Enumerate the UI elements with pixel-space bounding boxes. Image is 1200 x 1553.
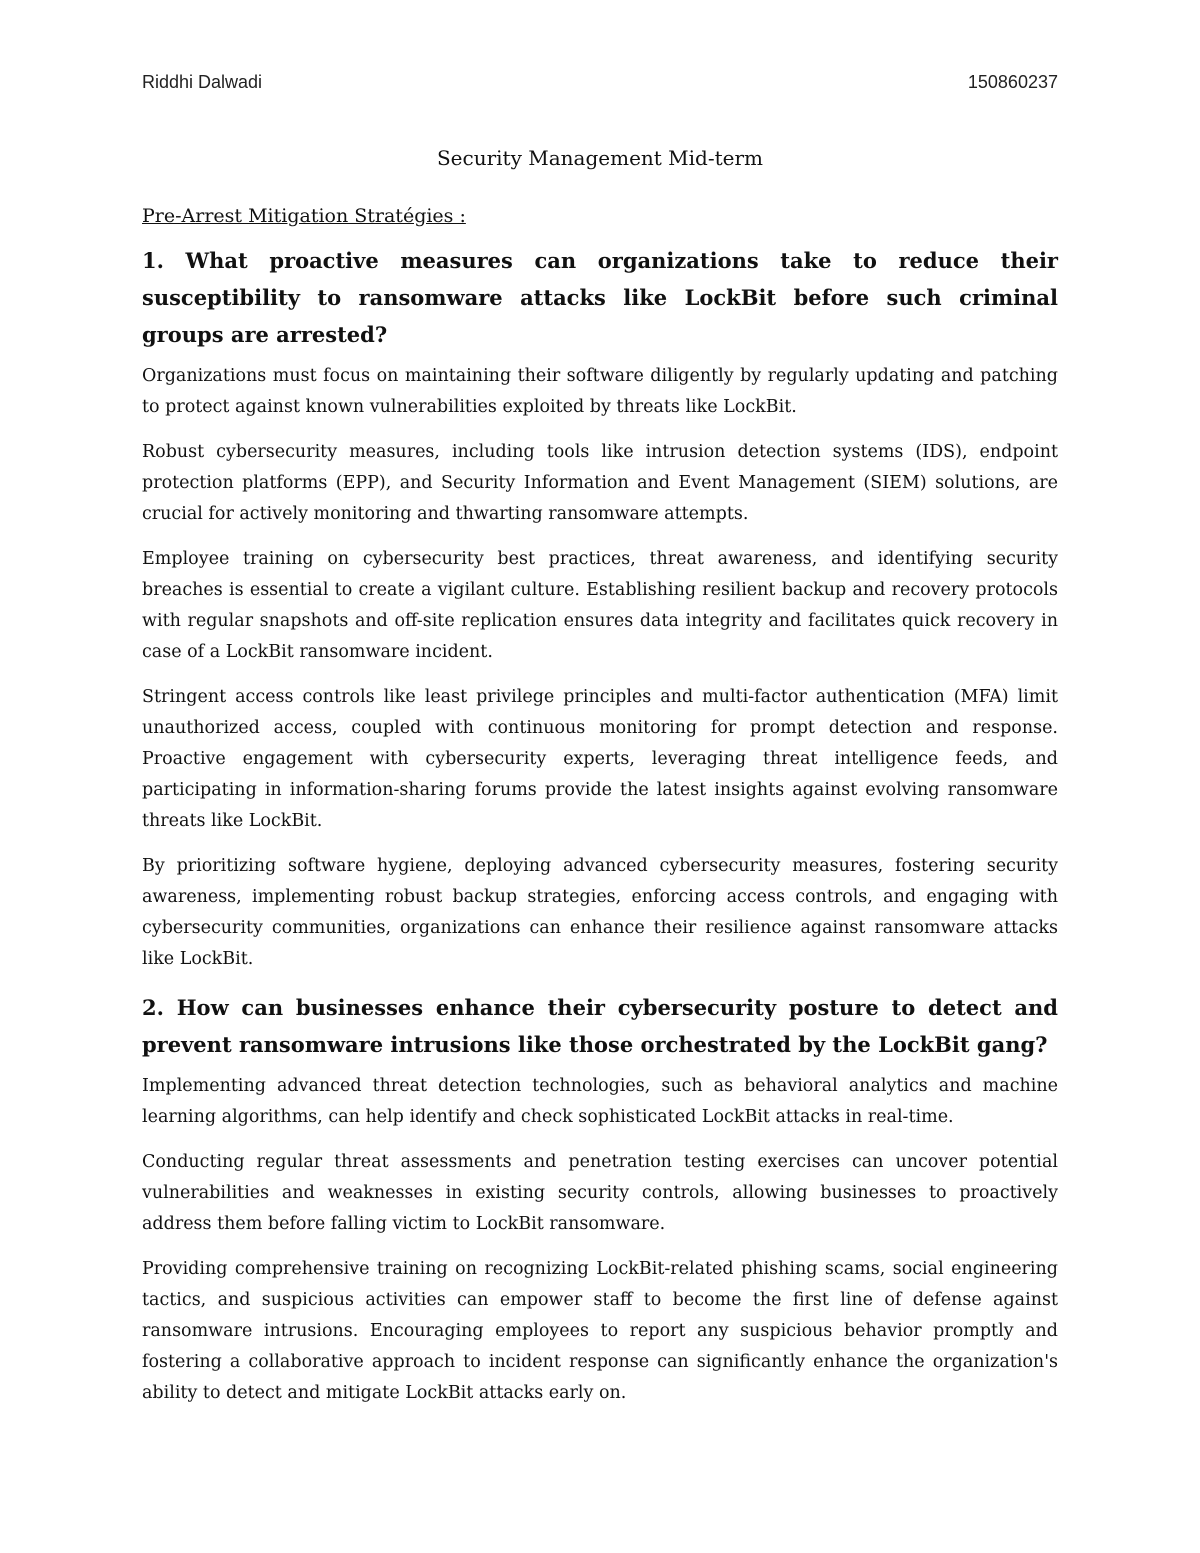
question-2-heading: 2. How can businesses enhance their cybersecurity posture to detect and prevent ransomware intrusions like those orchestrated by the LockBit gang?: [142, 995, 1058, 1057]
question-block-1: [142, 242, 1058, 975]
answer-paragraph: Robust cybersecurity measures, including tools like intrusion detection systems (IDS), endpoint protection platforms (EPP), and Security Information and Event Management (SIEM) solutions, are crucial for actively monitoring and thwarting ransomware attempts.: [142, 442, 1058, 524]
answer-paragraph: Stringent access controls like least privilege principles and multi-factor authentication (MFA) limit unauthorized access, coupled with continuous monitoring for prompt detection and response. Proactive engagement with cybersecurity experts, leveraging threat intelligence feeds, and participating in information-sharing forums provide the latest insights against evolving ransomware threats like LockBit.: [142, 687, 1058, 831]
answer-paragraph: Organizations must focus on maintaining their software diligently by regularly updating and patching to protect against known vulnerabilities exploited by threats like LockBit.: [142, 366, 1058, 417]
answer-paragraph: By prioritizing software hygiene, deploying advanced cybersecurity measures, fostering security awareness, implementing robust backup strategies, enforcing access controls, and engaging with cybersecurity communities, organizations can enhance their resilience against ransomware attacks like LockBit.: [142, 856, 1058, 969]
document-body: [142, 140, 1058, 1423]
answer-paragraph: Conducting regular threat assessments and penetration testing exercises can uncover potential vulnerabilities and weaknesses in existing security controls, allowing businesses to proactively address them before falling victim to LockBit ransomware.: [142, 1152, 1058, 1234]
page-header: [142, 72, 1058, 102]
author-name: Riddhi Dalwadi: [142, 72, 263, 92]
question-block-2: [142, 989, 1058, 1409]
document-title: Security Management Mid-term: [436, 146, 764, 170]
answer-paragraph: Employee training on cybersecurity best practices, threat awareness, and identifying security breaches is essential to create a vigilant culture. Establishing resilient backup and recovery protocols with regular snapshots and off-site replication ensures data integrity and facilitates quick recovery in case of a LockBit ransomware incident.: [142, 549, 1058, 662]
student-id: 150860237: [967, 72, 1058, 92]
answer-paragraph: Providing comprehensive training on recognizing LockBit-related phishing scams, social engineering tactics, and suspicious activities can empower staff to become the first line of defense against ransomware intrusions. Encouraging employees to report any suspicious behavior promptly and fostering a collaborative approach to incident response can significantly enhance the organization's ability to detect and mitigate LockBit attacks early on.: [142, 1259, 1058, 1403]
section-title: Pre-Arrest Mitigation Stratégies :: [142, 205, 466, 227]
question-1-heading: 1. What proactive measures can organizations take to reduce their susceptibility to ransomware attacks like LockBit before such criminal groups are arrested?: [142, 248, 1058, 347]
answer-paragraph: Implementing advanced threat detection technologies, such as behavioral analytics and machine learning algorithms, can help identify and check sophisticated LockBit attacks in real-time.: [142, 1076, 1058, 1127]
